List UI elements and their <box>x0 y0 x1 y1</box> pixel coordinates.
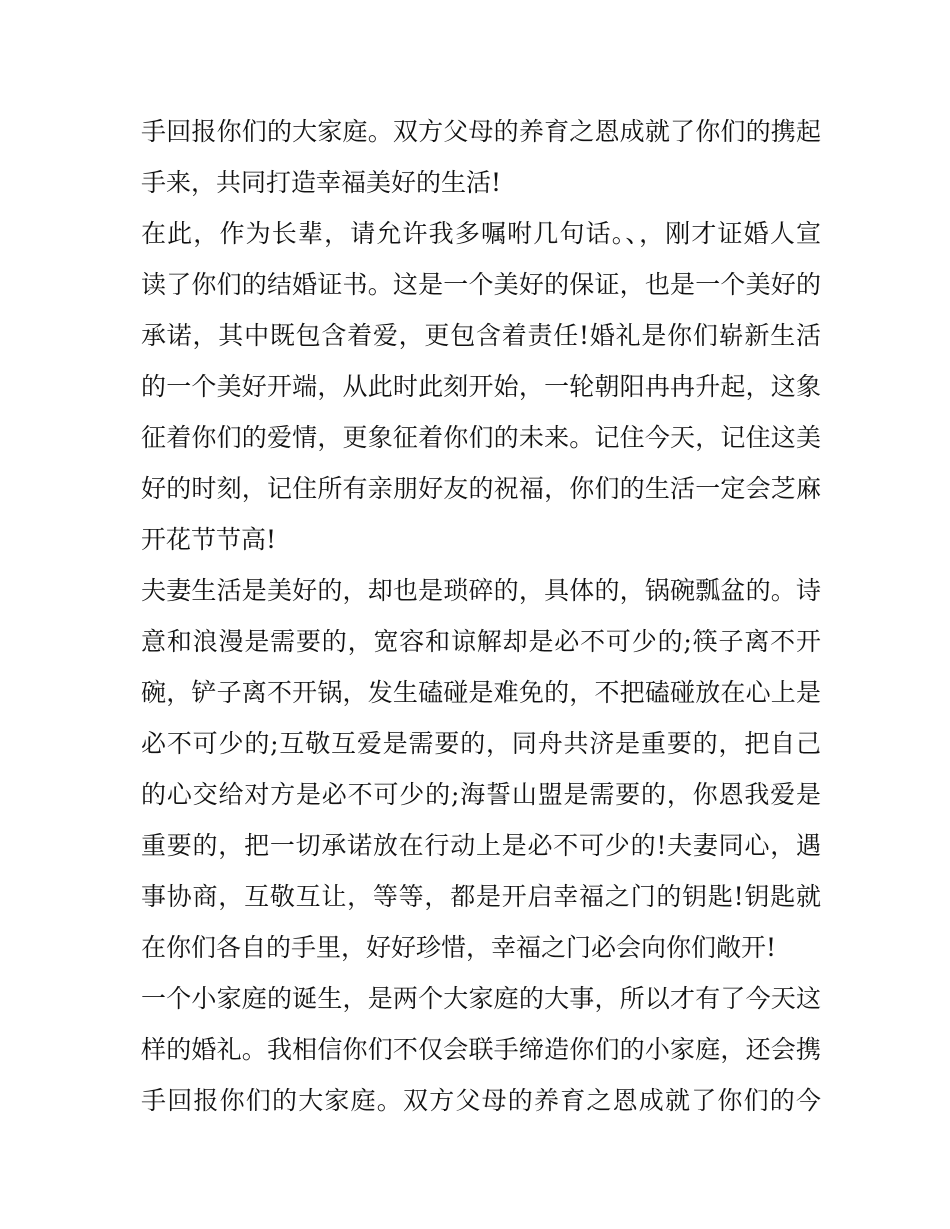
text-line: 事协商，互敬互让，等等，都是开启幸福之门的钥匙!钥匙就 <box>141 882 821 911</box>
text-line: 一个小家庭的诞生，是两个大家庭的大事，所以才有了今天这 <box>141 984 821 1013</box>
text-line: 好的时刻，记住所有亲朋好友的祝福，你们的生活一定会芝麻 <box>141 474 821 503</box>
text-line: 手回报你们的大家庭。双方父母的养育之恩成就了你们的今 <box>141 1086 821 1115</box>
text-line: 承诺，其中既包含着爱，更包含着责任!婚礼是你们崭新生活 <box>141 321 821 350</box>
text-line: 的心交给对方是必不可少的;海誓山盟是需要的，你恩我爱是 <box>141 780 821 809</box>
text-line: 读了你们的结婚证书。这是一个美好的保证，也是一个美好的 <box>141 270 821 299</box>
text-line: 的一个美好开端，从此时此刻开始，一轮朝阳冉冉升起，这象 <box>141 372 821 401</box>
text-line: 开花节节高! <box>141 525 277 554</box>
text-line: 意和浪漫是需要的，宽容和谅解却是必不可少的;筷子离不开 <box>141 627 821 656</box>
text-line: 碗，铲子离不开锅，发生磕碰是难免的，不把磕碰放在心上是 <box>141 678 821 707</box>
text-line: 手回报你们的大家庭。双方父母的养育之恩成就了你们的携起 <box>141 117 821 146</box>
text-line: 征着你们的爱情，更象征着你们的未来。记住今天，记住这美 <box>141 423 821 452</box>
text-line: 必不可少的;互敬互爱是需要的，同舟共济是重要的，把自己 <box>141 729 821 758</box>
text-line: 夫妻生活是美好的，却也是琐碎的，具体的，锅碗瓢盆的。诗 <box>141 576 821 605</box>
document-body-text <box>141 106 821 1126</box>
text-line: 在此，作为长辈，请允许我多嘱咐几句话。、，刚才证婚人宣 <box>141 219 821 248</box>
text-line: 手来，共同打造幸福美好的生活! <box>141 168 502 197</box>
text-line: 样的婚礼。我相信你们不仅会联手缔造你们的小家庭，还会携 <box>141 1035 821 1064</box>
text-line: 重要的，把一切承诺放在行动上是必不可少的!夫妻同心，遇 <box>141 831 821 860</box>
text-line: 在你们各自的手里，好好珍惜，幸福之门必会向你们敞开! <box>141 933 777 962</box>
